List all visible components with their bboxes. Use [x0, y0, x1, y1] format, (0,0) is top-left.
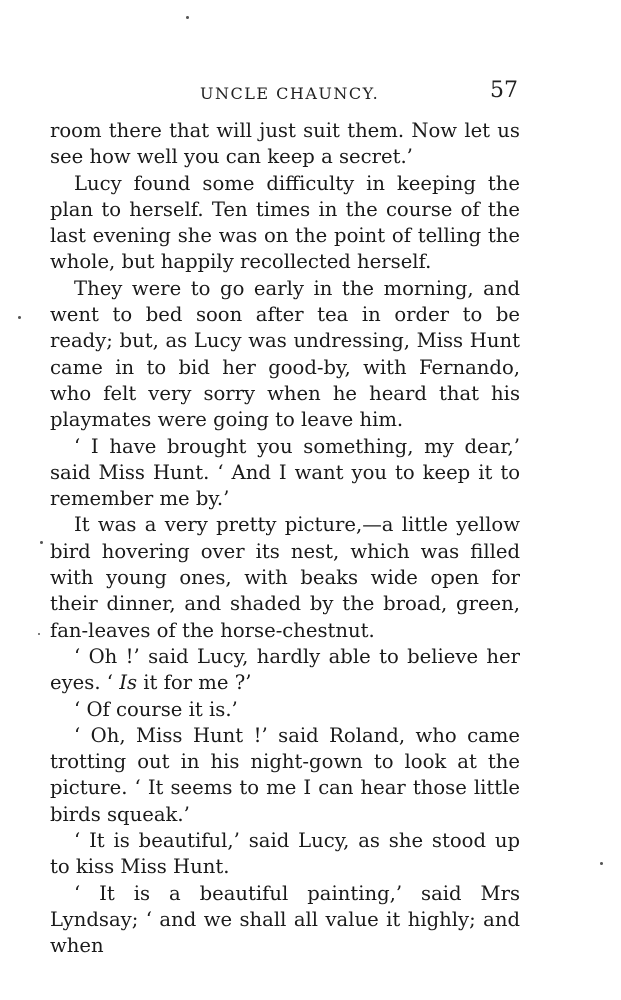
scan-speck	[600, 862, 603, 865]
quote-open: ‘	[106, 671, 120, 695]
quote-rest: it for me ?’	[137, 671, 252, 695]
paragraph: ‘ Oh, Miss Hunt !’ said Roland, who came trotting out in his night-gown to look at the picture. ‘ It seems to me I can hear those little birds squeak.’	[50, 723, 520, 826]
paragraph	[50, 644, 520, 697]
running-title: UNCLE CHAUNCY.	[200, 84, 380, 103]
paragraph: ‘ Of course it is.’	[74, 697, 238, 721]
page-number: 57	[490, 78, 518, 103]
paragraph: It was a very pretty picture,—a little yellow bird hovering over its nest, which was filled with young ones, with beaks wide open for their dinner, and shaded by the broad, green, fan-leaves of the horse-chestnut.	[50, 513, 520, 642]
paragraph: ‘ I have brought you something, my dear,’ said Miss Hunt. ‘ And I want you to keep it to remember me by.’	[50, 434, 520, 511]
scan-speck	[18, 316, 21, 319]
scan-speck	[186, 16, 189, 19]
paragraph-text: ‘ Oh !’ said Lucy, hardly able to believe her eyes.	[50, 644, 520, 695]
scan-speck	[38, 633, 40, 635]
paragraph: room there that will just suit them. Now let us see how well you can keep a secret.’	[50, 119, 520, 169]
italic-word: Is	[119, 671, 138, 695]
paragraph: Lucy found some difficulty in keeping the plan to herself. Ten times in the course of the last evening she was on the point of telling the whole, but happily recollected herself.	[50, 171, 520, 274]
paragraph: ‘ It is beautiful,’ said Lucy, as she stood up to kiss Miss Hunt.	[50, 829, 520, 879]
paragraph: They were to go early in the morning, and went to bed soon after tea in order to be ready; but, as Lucy was undressing, Miss Hunt came in to bid her good-by, with Fernando, who felt very sorry when he heard that his playmates were going to leave him.	[50, 276, 520, 432]
body-text	[50, 118, 520, 960]
scan-speck	[40, 541, 43, 544]
page-header	[50, 78, 518, 108]
paragraph: ‘ It is a beautiful painting,’ said Mrs Lyndsay; ‘ and we shall all value it highly; and when	[50, 881, 520, 958]
